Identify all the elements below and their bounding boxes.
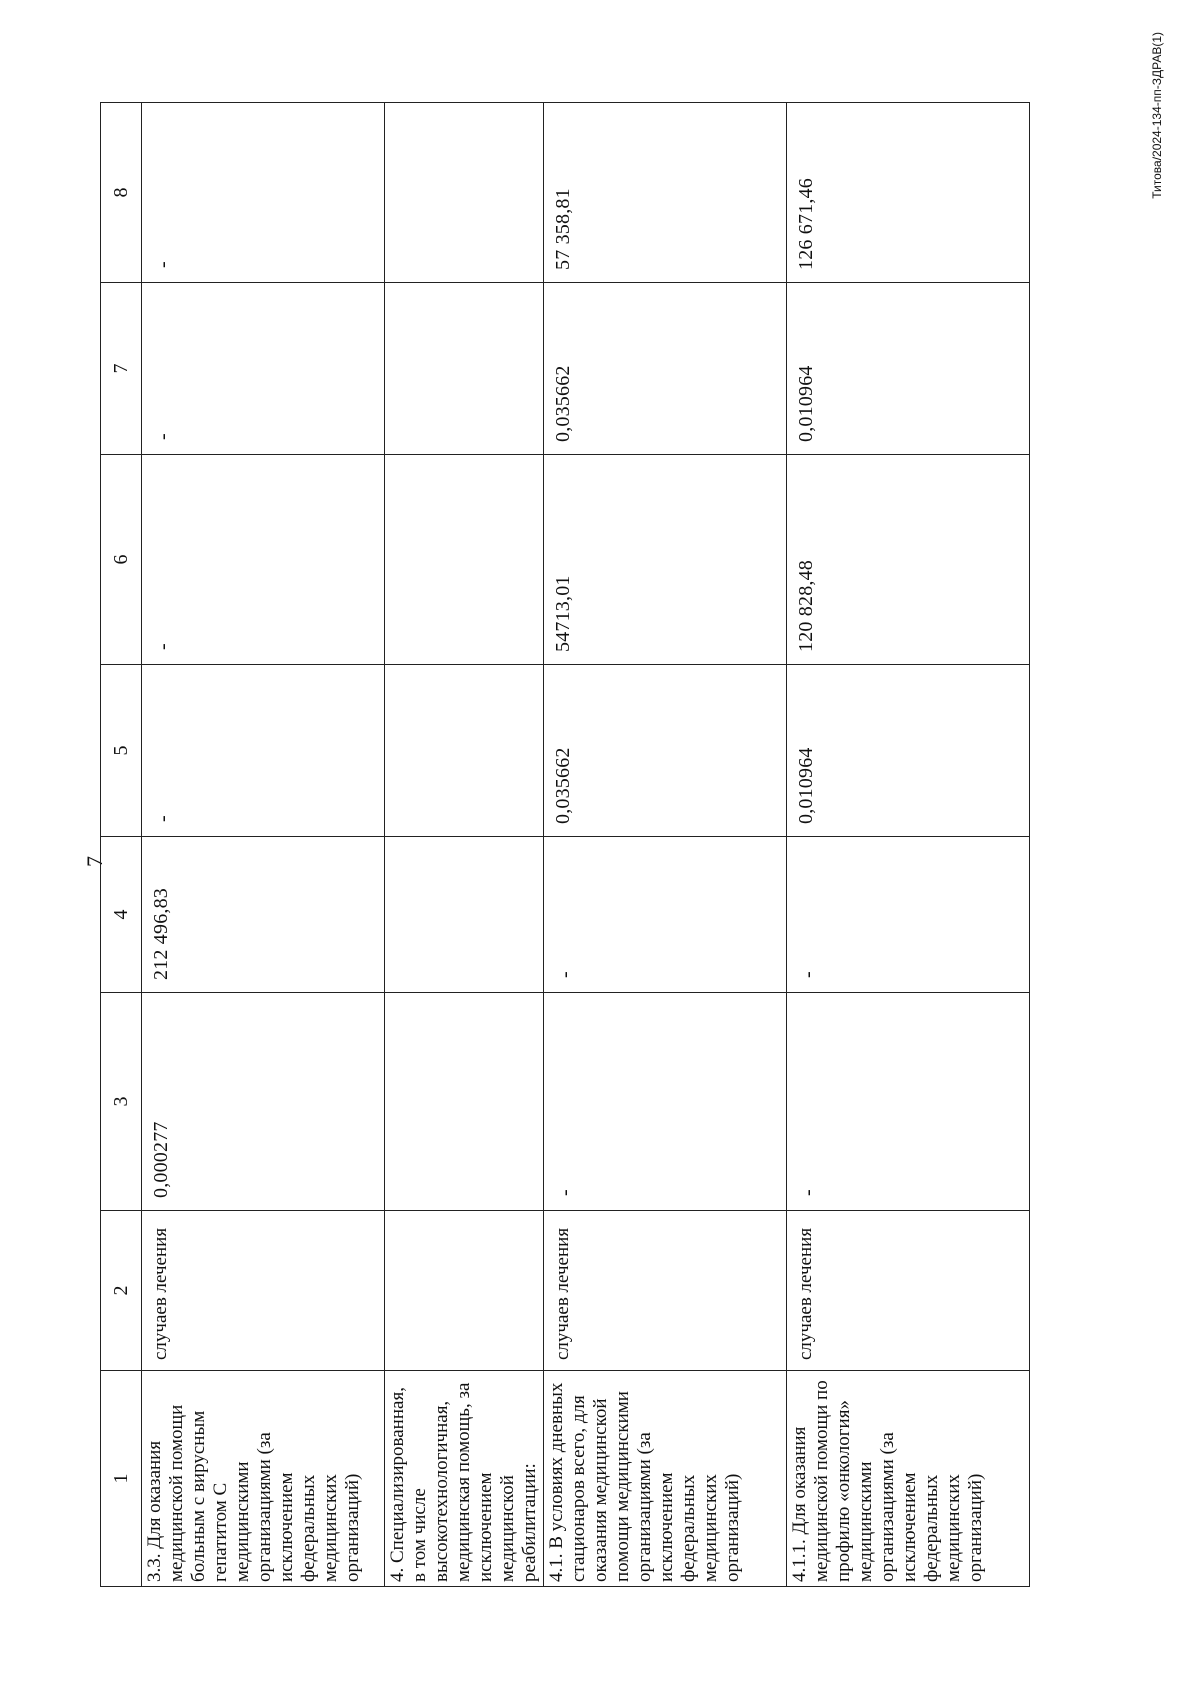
page-number: 7 bbox=[82, 856, 107, 867]
row-unit: случаев лечения bbox=[142, 1211, 385, 1371]
row-unit: случаев лечения bbox=[787, 1211, 1030, 1371]
column-header: 1 bbox=[101, 1371, 142, 1587]
row-name: 4.1.1. Для оказания медицинской помощи по профилю «онкология» медицинскими организациями (за исключением федеральных медицинских организаций) bbox=[787, 1371, 1030, 1587]
row-name: 4. Специализированная, в том числе высокотехнологичная, медицинская помощь, за исключением медицинской реабилитации: bbox=[385, 1371, 544, 1587]
cell-col3: 0,000277 bbox=[142, 993, 385, 1211]
cell-col8 bbox=[385, 103, 544, 283]
row-unit: случаев лечения bbox=[544, 1211, 787, 1371]
cell-col4: - bbox=[544, 837, 787, 993]
cell-col4: 212 496,83 bbox=[142, 837, 385, 993]
column-header: 6 bbox=[101, 455, 142, 665]
header-row bbox=[101, 103, 142, 1587]
cell-col8: 126 671,46 bbox=[787, 103, 1030, 283]
standards-table bbox=[100, 102, 1030, 1587]
column-header: 4 bbox=[101, 837, 142, 993]
cell-col7: 0,010964 bbox=[787, 283, 1030, 455]
cell-col8: - bbox=[142, 103, 385, 283]
cell-col3: - bbox=[544, 993, 787, 1211]
row-name: 4.1. В условиях дневных стационаров всего, для оказания медицинской помощи медицинскими организациями (за исключением федеральных медицинских организаций) bbox=[544, 1371, 787, 1587]
cell-col4 bbox=[385, 837, 544, 993]
cell-col4: - bbox=[787, 837, 1030, 993]
cell-col6 bbox=[385, 455, 544, 665]
cell-col5 bbox=[385, 665, 544, 837]
cell-col3 bbox=[385, 993, 544, 1211]
cell-col6: 54713,01 bbox=[544, 455, 787, 665]
table-row bbox=[142, 103, 385, 1587]
column-header: 3 bbox=[101, 993, 142, 1211]
row-name: 3.3. Для оказания медицинской помощи больным с вирусным гепатитом С медицинскими организациями (за исключением федеральных медицинских организаций) bbox=[142, 1371, 385, 1587]
cell-col5: - bbox=[142, 665, 385, 837]
document-reference: Титова/2024-134-пп-ЗДРАВ(1) bbox=[1150, 32, 1164, 199]
row-unit bbox=[385, 1211, 544, 1371]
column-header: 7 bbox=[101, 283, 142, 455]
table-row bbox=[385, 103, 544, 1587]
column-header: 5 bbox=[101, 665, 142, 837]
cell-col6: - bbox=[142, 455, 385, 665]
cell-col3: - bbox=[787, 993, 1030, 1211]
cell-col7: 0,035662 bbox=[544, 283, 787, 455]
cell-col7: - bbox=[142, 283, 385, 455]
cell-col7 bbox=[385, 283, 544, 455]
cell-col5: 0,010964 bbox=[787, 665, 1030, 837]
column-header: 8 bbox=[101, 103, 142, 283]
cell-col8: 57 358,81 bbox=[544, 103, 787, 283]
table-row bbox=[544, 103, 787, 1587]
cell-col6: 120 828,48 bbox=[787, 455, 1030, 665]
table-row bbox=[787, 103, 1030, 1587]
column-header: 2 bbox=[101, 1211, 142, 1371]
cell-col5: 0,035662 bbox=[544, 665, 787, 837]
